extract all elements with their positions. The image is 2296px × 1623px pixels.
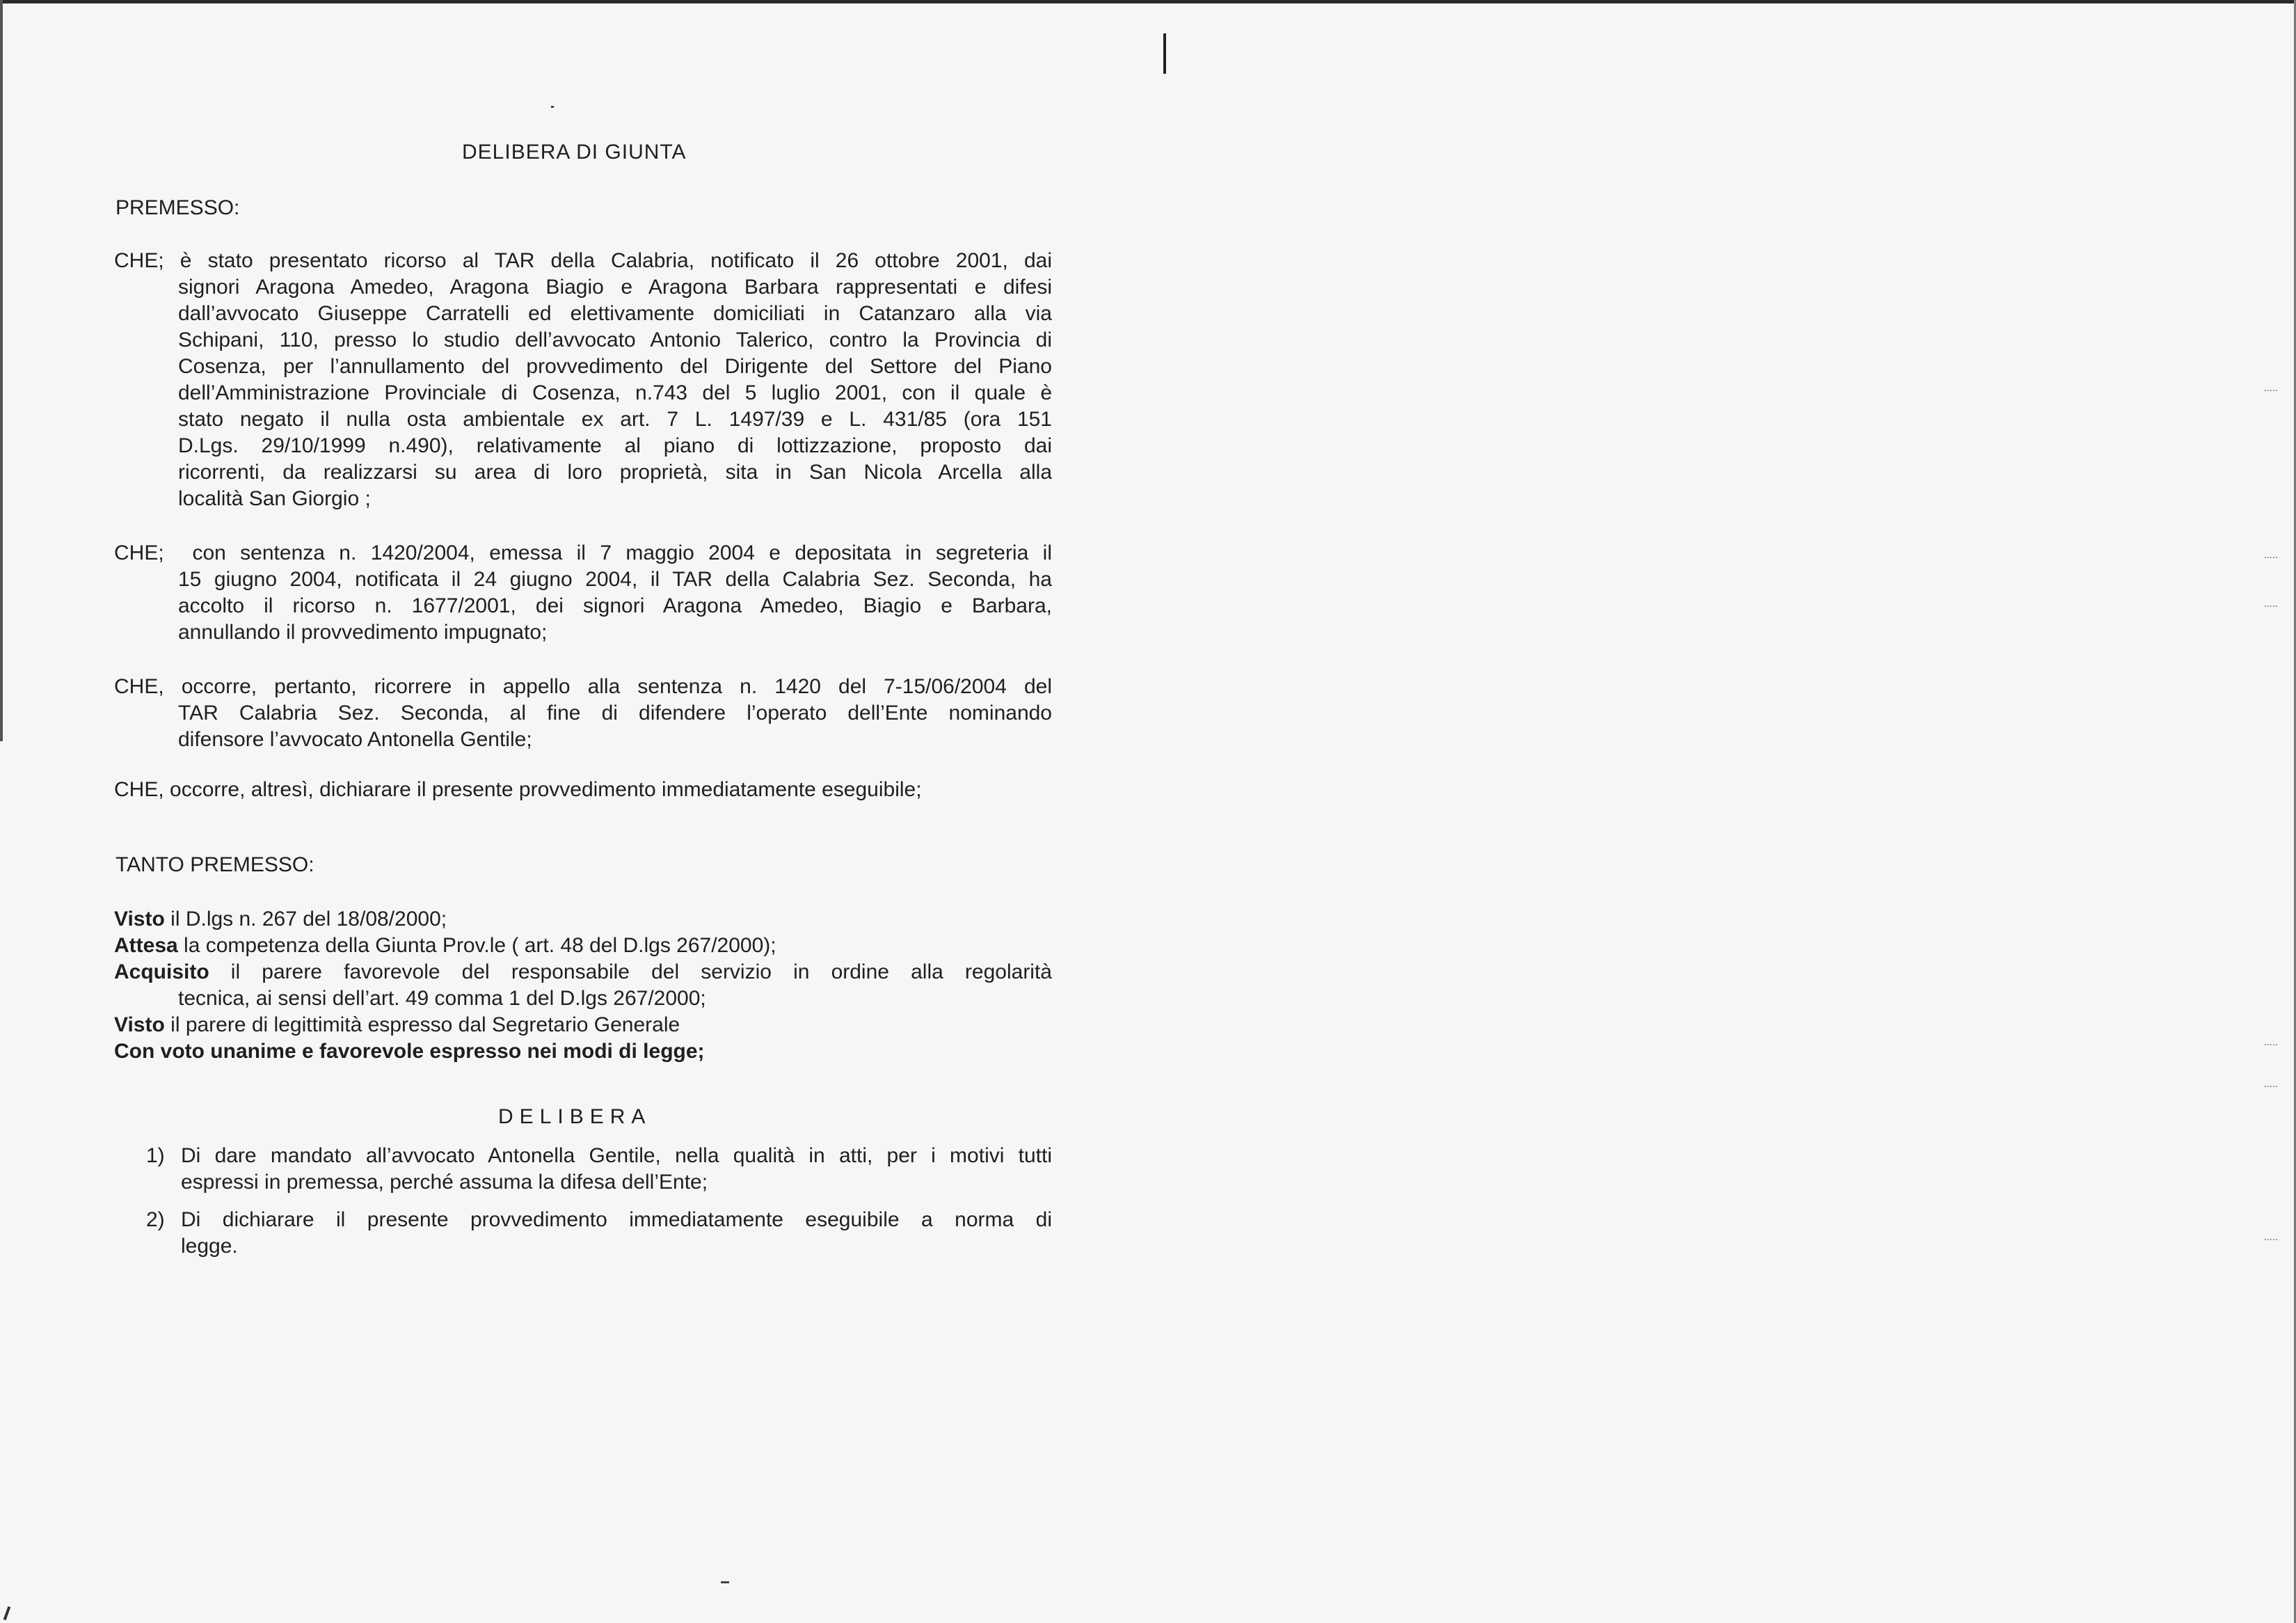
scan-speckle <box>2265 605 2277 607</box>
item-number: 2) <box>146 1208 165 1231</box>
che-text-line: annullando il provvedimento impugnato; <box>178 621 548 644</box>
clause-first-line <box>114 959 1052 985</box>
che-text-line: occorre, pertanto, ricorrere in appello alla sentenza n. 1420 del 7-15/06/2004 del <box>181 675 1053 698</box>
che-clause <box>114 674 1052 753</box>
che-clause <box>114 248 1052 512</box>
che-text-line: signori Aragona Amedeo, Aragona Biagio e Aragona Barbara rappresentati e difesi <box>178 276 1052 299</box>
visto-parere-clause <box>114 1012 1052 1038</box>
che-text-line: TAR Calabria Sez. Seconda, al fine di difendere l’operato dell’Ente nominando <box>178 702 1052 725</box>
visto-clause <box>114 906 1052 933</box>
che-first-line <box>114 248 1052 274</box>
voto-clause <box>114 1038 1052 1065</box>
clause-keyword: Visto <box>114 908 165 931</box>
che-text-line: dell’Amministrazione Provinciale di Cosenza, n.743 del 5 luglio 2001, con il quale è <box>178 381 1052 404</box>
che-body <box>114 274 1052 512</box>
delibera-heading: DELIBERA <box>498 1105 652 1128</box>
item-text <box>146 1207 1052 1260</box>
clause-text: la competenza della Giunta Prov.le ( art. 48 del D.lgs 267/2000); <box>177 934 776 957</box>
che-text-line: è stato presentato ricorso al TAR della Calabria, notificato il 26 ottobre 2001, dai <box>180 249 1052 272</box>
item-text-line: legge. <box>181 1235 238 1258</box>
che-label: CHE, <box>114 675 164 698</box>
che-text-line: difensore l’avvocato Antonella Gentile; <box>178 728 532 751</box>
item-text-line: espressi in premessa, perché assuma la difesa dell’Ente; <box>181 1171 708 1194</box>
item-text-line: Di dichiarare il presente provvedimento immediatamente eseguibile a norma di <box>181 1208 1052 1231</box>
che-clause <box>114 777 1052 803</box>
delibera-item <box>146 1143 1052 1196</box>
clause-text: il parere di legittimità espresso dal Segretario Generale <box>164 1013 680 1036</box>
che-text-line: dall’avvocato Giuseppe Carratelli ed elettivamente domiciliati in Catanzaro alla via <box>178 302 1052 325</box>
che-first-line <box>114 674 1052 700</box>
scan-speckle <box>2265 1044 2277 1045</box>
clause-keyword: Acquisito <box>114 960 209 983</box>
che-text-line: D.Lgs. 29/10/1999 n.490), relativamente al piano di lottizzazione, proposto dai <box>178 434 1052 457</box>
scan-speckle <box>2265 1239 2277 1240</box>
delibera-item <box>146 1207 1052 1260</box>
tanto-premesso-heading: TANTO PREMESSO: <box>115 853 314 876</box>
item-text <box>146 1143 1052 1196</box>
che-clause <box>114 540 1052 646</box>
clause-keyword: Attesa <box>114 934 178 957</box>
che-first-line <box>114 540 1052 567</box>
che-label: CHE; <box>114 541 164 564</box>
document-title: DELIBERA DI GIUNTA <box>462 141 687 164</box>
scan-speckle <box>2265 1086 2277 1087</box>
che-text-line: accolto il ricorso n. 1677/2001, dei signori Aragona Amedeo, Biagio e Barbara, <box>178 594 1052 617</box>
attesa-clause <box>114 933 1052 959</box>
clause-text: il parere favorevole del responsabile del servizio in ordine alla regolarità <box>209 960 1052 983</box>
item-number: 1) <box>146 1144 165 1167</box>
che-label: CHE; <box>114 249 164 272</box>
scan-speckle <box>2265 557 2277 558</box>
che-text-line: ricorrenti, da realizzarsi su area di loro proprietà, sita in San Nicola Arcella alla <box>178 461 1052 484</box>
che-text-line: 15 giugno 2004, notificata il 24 giugno 2004, il TAR della Calabria Sez. Seconda, ha <box>178 568 1052 591</box>
item-text-line: Di dare mandato all’avvocato Antonella Gentile, nella qualità in atti, per i motivi tutti <box>181 1144 1052 1167</box>
clause-continuation: tecnica, ai sensi dell’art. 49 comma 1 del D.lgs 267/2000; <box>178 987 706 1010</box>
che-text-line: stato negato il nulla osta ambientale ex art. 7 L. 1497/39 e L. 431/85 (ora 151 <box>178 408 1052 431</box>
clause-text: il D.lgs n. 267 del 18/08/2000; <box>164 908 447 931</box>
che-text-line: località San Giorgio ; <box>178 487 371 510</box>
document-page <box>0 0 1113 1623</box>
che-label: CHE, <box>114 778 164 801</box>
che-text-line: occorre, altresì, dichiarare il presente provvedimento immediatamente eseguibile; <box>170 778 922 801</box>
che-first-line <box>114 777 1052 803</box>
che-text-line: Cosenza, per l’annullamento del provvedimento del Dirigente del Settore del Piano <box>178 355 1052 378</box>
che-body <box>114 700 1052 753</box>
clause-keyword: Con voto unanime e favorevole espresso nei modi di legge; <box>114 1040 705 1063</box>
scan-mark <box>1163 33 1166 74</box>
che-body <box>114 567 1052 646</box>
clause-keyword: Visto <box>114 1013 165 1036</box>
che-text-line: con sentenza n. 1420/2004, emessa il 7 maggio 2004 e depositata in segreteria il <box>192 541 1052 564</box>
scan-speckle <box>2265 390 2277 391</box>
premesso-heading: PREMESSO: <box>115 196 240 219</box>
acquisito-clause <box>114 959 1052 1012</box>
che-text-line: Schipani, 110, presso lo studio dell’avvocato Antonio Talerico, contro la Provincia di <box>178 328 1052 351</box>
